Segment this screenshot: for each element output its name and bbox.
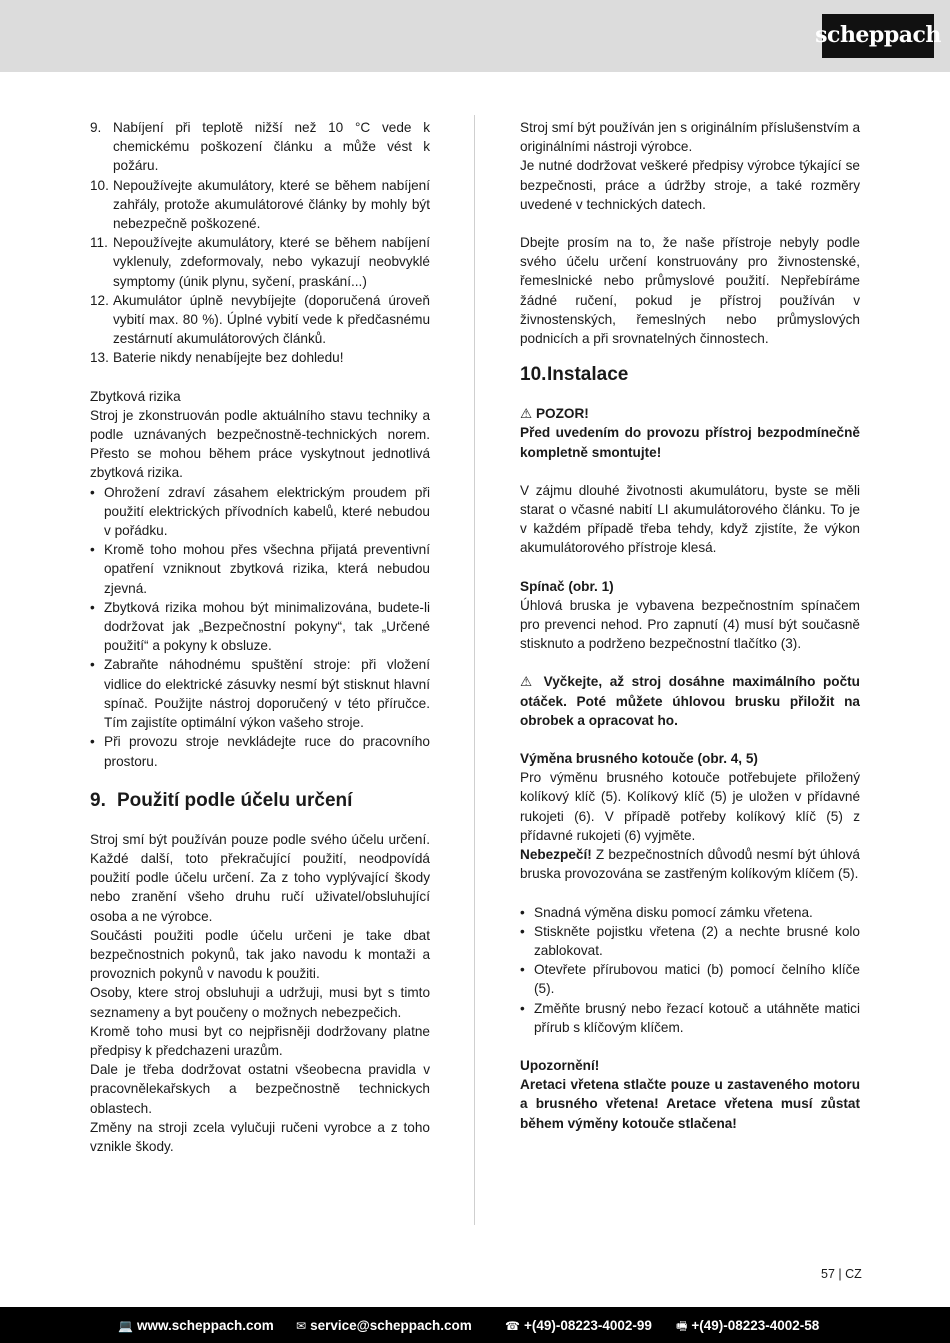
email-link[interactable]: service@scheppach.com: [310, 1318, 472, 1333]
section-title: Instalace: [547, 364, 629, 386]
item-text: Nabíjení při teplotě nižší než 10 °C vede k chemickému poškození článku a může vést k požáru.: [113, 120, 430, 174]
usage-note: Dbejte prosím na to, že naše přístroje nebyly podle svého účelu určení konstruovány pro živnostenské, řemeslnické nebo průmyslové použití. Nepřebíráme žádné ručení, pokud je přístroj používán v živnostenských, řemeslných nebo průmyslových podnicích a při srovnatelných činnostech.: [520, 235, 860, 347]
replace-steps-list: [520, 903, 860, 1037]
footer-phone: [505, 1316, 652, 1336]
section-9-heading: [90, 788, 430, 814]
list-item: [90, 233, 430, 291]
paragraph: Osoby, ktere stroj obsluhuji a udržuji, musi byt s timto seznameny a byt poučeny o možnych nebezpečich.: [90, 985, 430, 1020]
item-text: Nepoužívejte akumulátory, které se během nabíjení vyklenuly, zdeformovaly, nebo vykazují neobvyklé symptomy (únik plynu, syčení, praskání...): [113, 235, 430, 289]
item-number: 13.: [90, 350, 109, 366]
right-column: [520, 118, 860, 1133]
item-number: 9.: [90, 120, 102, 135]
computer-icon: 💻: [118, 1319, 133, 1333]
list-item: • Snadná výměna disku pomocí zámku vřetena.: [520, 904, 813, 920]
list-item: [90, 348, 430, 367]
list-item: • Změňte brusný nebo řezací kotouč a utáhněte matici přírub s klíčovým klíčem.: [520, 1000, 860, 1035]
list-item: [90, 291, 430, 349]
warning-text: Před uvedením do provozu přístroj bezpodmínečně kompletně smontujte!: [520, 425, 860, 460]
fax-number: +(49)-08223-4002-58: [691, 1318, 820, 1333]
section-number: 9.: [90, 789, 106, 811]
phone-number: +(49)-08223-4002-99: [523, 1318, 652, 1333]
replace-paragraph: Pro výměnu brusného kotouče potřebujete přiložený kolíkový klíč (5). Kolíkový klíč (5) je uložen v přídavné rukojeti (6). V případě potřeby kolíkový klíč (5) z přídavné rukojeti (6) vyjměte.: [520, 770, 860, 843]
item-text: Zabraňte náhodnému spuštění stroje: při vložení vidlice do elektrické zásuvky nesmí být stisknut hlavní spínač. Použijte nástroj doporučený v této příručce. Tím zajistíte optimální výkon vašeho stroje.: [104, 657, 430, 731]
danger-text: Z bezpečnostních důvodů nesmí být úhlová bruska provozována se zastřeným kolíkovým klíčem (5).: [520, 847, 860, 882]
footer-fax: [676, 1316, 819, 1336]
item-number: 12.: [90, 292, 109, 308]
paragraph: Kromě toho musi byt co nejpřisněji dodržovany platne předpisy k předchazeni urazům.: [90, 1023, 430, 1058]
section-10-heading: [520, 362, 860, 388]
paragraph: Je nutné dodržovat veškeré předpisy výrobce týkající se bezpečnosti, práce a údržby stroje, a také rozměry uvedené v technických datech.: [520, 158, 860, 212]
battery-safety-list: [90, 118, 430, 368]
list-item: • Stiskněte pojistku vřetena (2) a nechte brusné kolo zablokovat.: [520, 923, 860, 958]
list-item: • Otevřete přírubovou matici (b) pomocí čelního klíče (5).: [520, 962, 860, 997]
wait-warning: ⚠ Vyčkejte, až stroj dosáhne maximálního počtu otáček. Poté můžete úhlovou brusku přiložit na obrobek a opracovat ho.: [520, 674, 860, 728]
section-title: Použití podle účelu určení: [117, 789, 353, 811]
fax-icon: 🖷: [676, 1319, 688, 1333]
page-number: 57 | CZ: [821, 1267, 862, 1281]
item-text: Při provozu stroje nevkládejte ruce do pracovního prostoru.: [104, 734, 430, 769]
replace-subheading: Výměna brusného kotouče (obr. 4, 5): [520, 751, 758, 767]
danger-label: Nebezpečí!: [520, 847, 592, 863]
residual-risks-intro: Stroj je zkonstruován podle aktuálního stavu techniky a podle uznávaných bezpečnostně-technických norem. Přesto se mohou během práce vyskytnout jednotlivá zbytková rizika.: [90, 407, 430, 481]
item-text: Kromě toho mohou přes všechna přijatá preventivní opatření vzniknout zbytková rizika, která nebudou zjevná.: [104, 542, 430, 596]
header-band: [0, 0, 950, 72]
list-item: [90, 176, 430, 234]
item-text: Změňte brusný nebo řezací kotouč a utáhněte matici přírub s klíčovým klíčem.: [534, 1000, 860, 1035]
notice-label: Upozornění!: [520, 1057, 600, 1073]
left-column: [90, 118, 430, 1156]
paragraph: Stroj smí být používán jen s originálním příslušenstvím a originálními nástroji výrobce.: [520, 120, 860, 155]
list-item: • Zabraňte náhodnému spuštění stroje: při vložení vidlice do elektrické zásuvky nesmí být stisknut hlavní spínač. Použijte nástroj doporučený v této příručce. Tím zajistíte optimální výkon vašeho stroje.: [90, 657, 430, 731]
item-text: Snadná výměna disku pomocí zámku vřetena.: [534, 904, 813, 920]
list-item: • Při provozu stroje nevkládejte ruce do pracovního prostoru.: [90, 734, 430, 769]
item-text: Akumulátor úplně nevybíjejte (doporučená úroveň vybití max. 80 %). Úplné vybití vede k předčasnému zestárnutí akumulátorových článků.: [113, 292, 430, 347]
list-item: • Zbytková rizika mohou být minimalizována, budete-li dodržovat jak „Bezpečnostní pokyny“, tak „Určené použití“ a pokyny k obsluze.: [90, 599, 430, 654]
battery-paragraph: V zájmu dlouhé životnosti akumulátoru, byste se měli starat o včasné nabití LI akumulátorového článku. To je v každém případě třeba tehdy, když zjistíte, že výkon akumulátorového přístroje klesá.: [520, 482, 860, 556]
item-text: Otevřete přírubovou matici (b) pomocí čelního klíče (5).: [534, 962, 860, 997]
item-text: Stiskněte pojistku vřetena (2) a nechte brusné kolo zablokovat.: [534, 923, 860, 958]
list-item: • Ohrožení zdraví zásahem elektrickým proudem při použití elektrických přívodních kabelů, které nebudou v pořádku.: [90, 484, 430, 539]
item-number: 10.: [90, 177, 109, 193]
switch-subheading: Spínač (obr. 1): [520, 578, 614, 594]
item-text: Baterie nikdy nenabíjejte bez dohledu!: [113, 350, 344, 366]
paragraph: Součásti použiti podle účelu určeni je take dbat bezpečnostnich pokynů, tak jako navodu k montaži a provoznich pokynů v navodu k použiti.: [90, 927, 430, 982]
footer-bar: [0, 1307, 950, 1343]
footer-web[interactable]: [118, 1316, 274, 1336]
item-text: Zbytková rizika mohou být minimalizována, budete-li dodržovat jak „Bezpečnostní pokyny“, tak „Určené použití“ a pokyny k obsluze.: [104, 599, 430, 654]
web-link[interactable]: www.scheppach.com: [136, 1318, 274, 1333]
paragraph: Změny na stroji zcela vylučuji ručeni vyrobce a z toho vznikle škody.: [90, 1119, 430, 1154]
paragraph: Dale je třeba dodržovat ostatni všeobecna pravidla v pracovnělekařskych a bezpečnostně technickych oblastech.: [90, 1062, 430, 1116]
residual-risks-list: [90, 483, 430, 771]
logo-text: scheppach: [815, 22, 941, 49]
item-text: Ohrožení zdraví zásahem elektrickým proudem při použití elektrických přívodních kabelů, které nebudou v pořádku.: [104, 484, 430, 539]
warning-label: ⚠ POZOR!: [520, 406, 589, 422]
footer-email[interactable]: [296, 1316, 472, 1336]
list-item: [90, 118, 430, 176]
section-number: 10.: [520, 364, 547, 386]
item-text: Nepoužívejte akumulátory, které se během nabíjení zahřály, protože akumulátorové články by mohly být nebezpečně poškozené.: [113, 177, 430, 232]
column-divider: [474, 115, 475, 1225]
mail-icon: ✉: [296, 1319, 307, 1333]
danger-paragraph: [520, 845, 860, 883]
switch-paragraph: Úhlová bruska je vybavena bezpečnostním spínačem pro prevenci nehod. Pro zapnutí (4) musí být současně stisknuto a podrženo bezpečnostní tlačítko (3).: [520, 597, 860, 652]
notice-text: Aretaci vřetena stlačte pouze u zastaveného motoru a brusného vřetena! Aretace vřetena musí zůstat během výměny kotouče stlačena!: [520, 1077, 860, 1131]
phone-icon: ☎: [505, 1319, 520, 1333]
residual-risks-title: Zbytková rizika: [90, 388, 181, 404]
scheppach-logo: [815, 14, 941, 58]
paragraph: Stroj smí být používán pouze podle svého účelu určení. Každé další, toto překračující použití, neodpovídá použití podle účelu určení. Za z toho vyplývající škody nebo zranění všeho druhu ručí uživatel/obsluhující osoba a ne výrobce.: [90, 831, 430, 924]
list-item: • Kromě toho mohou přes všechna přijatá preventivní opatření vzniknout zbytková rizika, která nebudou zjevná.: [90, 542, 430, 596]
item-number: 11.: [90, 235, 108, 251]
